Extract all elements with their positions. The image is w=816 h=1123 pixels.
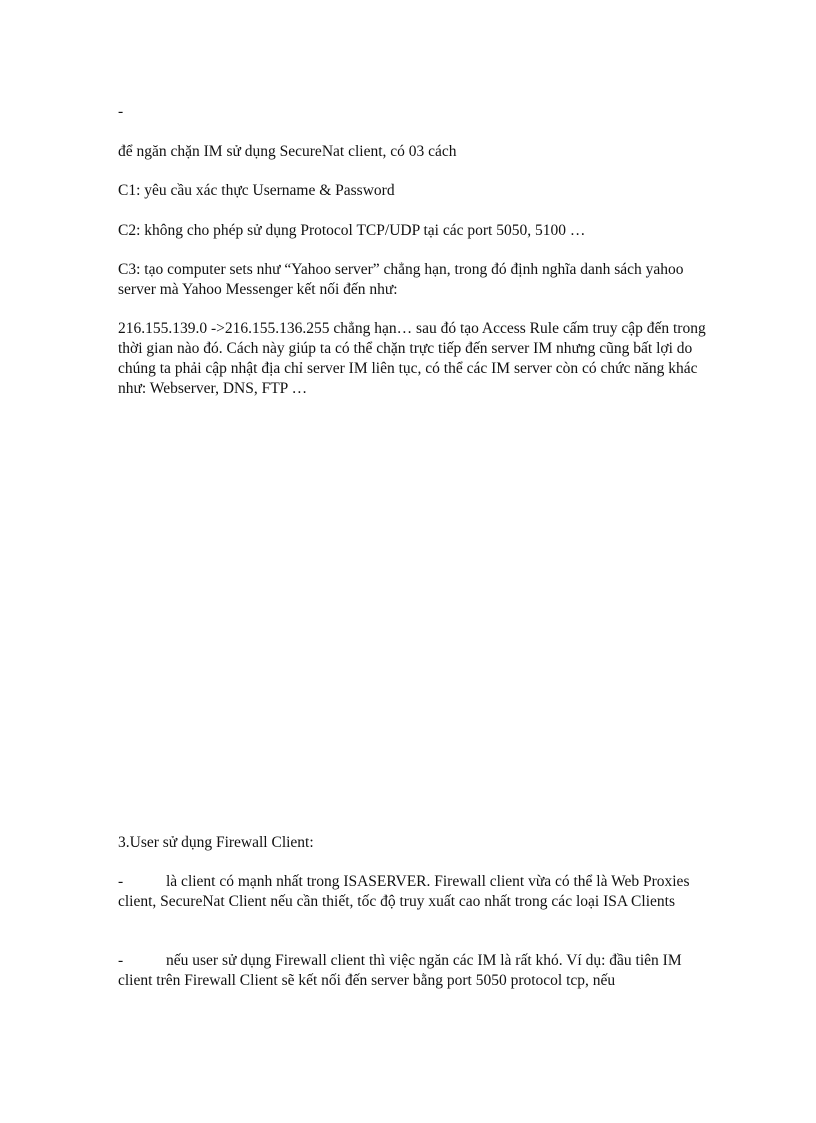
bullet-item-firewall-client xyxy=(118,872,708,912)
section-title: 3.User sử dụng Firewall Client: xyxy=(118,834,314,851)
paragraph-method-3: C3: tạo computer sets như “Yahoo server” chẳng hạn, trong đó định nghĩa danh sách yahoo server mà Yahoo Messenger kết nối đến như: xyxy=(118,261,684,298)
leading-dash: - xyxy=(118,103,124,120)
paragraph-method-2: C2: không cho phép sử dụng Protocol TCP/UDP tại các port 5050, 5100 … xyxy=(118,222,586,239)
bullet-item-im-blocking xyxy=(118,951,708,991)
bullet-text: là client có mạnh nhất trong ISASERVER. Firewall client vừa có thể là Web Proxies client, SecureNat Client nếu cần thiết, tốc độ truy xuất cao nhất trong các loại ISA Clients xyxy=(118,873,690,910)
bullet-dash: - xyxy=(118,952,124,969)
bullet-text: nếu user sử dụng Firewall client thì việc ngăn các IM là rất khó. Ví dụ: đầu tiên IM client trên Firewall Client sẽ kết nối đến server bằng port 5050 protocol tcp, nếu xyxy=(118,952,682,989)
paragraph-ip-range: 216.155.139.0 ->216.155.136.255 chẳng hạn… sau đó tạo Access Rule cấm truy cập đến trong thời gian nào đó. Cách này giúp ta có thể chặn trực tiếp đến server IM nhưng cũng bất lợi do chúng ta phải cập nhật địa chỉ server IM liên tục, có thể các IM server còn có chức năng khác như: Webserver, DNS, FTP … xyxy=(118,320,706,397)
paragraph-intro: để ngăn chặn IM sử dụng SecureNat client, có 03 cách xyxy=(118,143,457,160)
bullet-dash: - xyxy=(118,873,124,890)
paragraph-method-1: C1: yêu cầu xác thực Username & Password xyxy=(118,182,395,199)
